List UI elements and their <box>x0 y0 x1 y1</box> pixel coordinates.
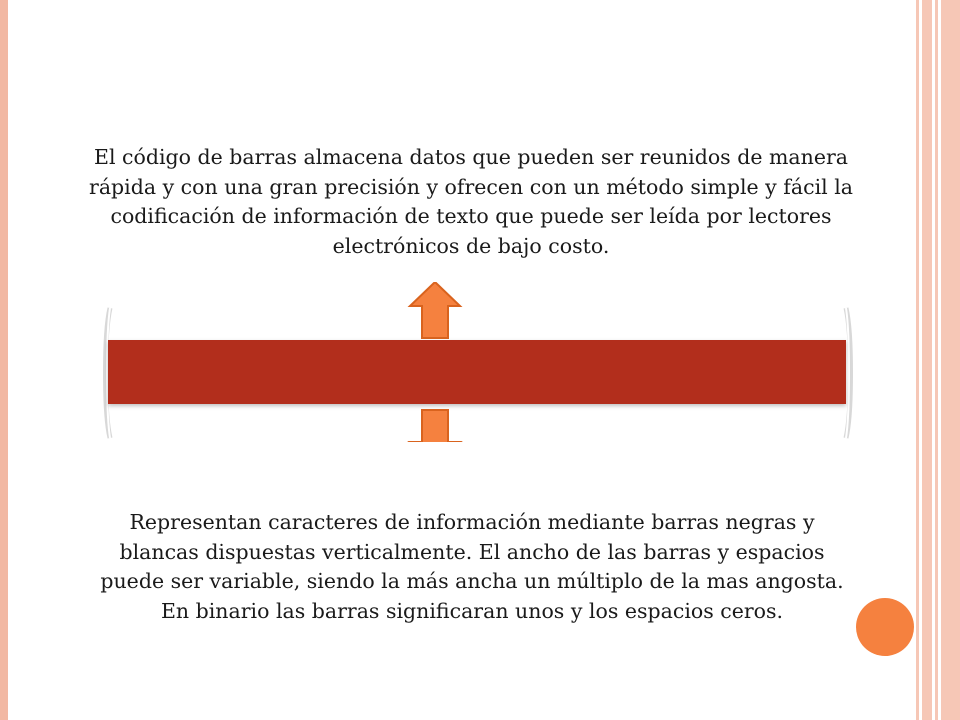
left-border <box>0 0 8 720</box>
right-bracket <box>846 308 851 438</box>
arrow-up-icon <box>410 282 460 338</box>
arrow-down-shape <box>410 410 460 442</box>
stripe <box>916 0 919 720</box>
top-paragraph: El código de barras almacena datos que pueden ser reunidos de manera rápida y con una gran precisión y ofrecen con un método simple y fácil la codificación de información de texto que puede ser leída por lectores electrónicos de bajo costo. <box>89 145 853 258</box>
stripe <box>941 0 960 720</box>
barcode-diagram <box>100 282 860 442</box>
stripe <box>922 0 932 720</box>
bottom-paragraph: Representan caracteres de información mediante barras negras y blancas dispuestas verticalmente. El ancho de las barras y espacios puede ser variable, siendo la más ancha un múltiplo de la mas angosta. En binario las barras significaran unos y los espacios ceros. <box>100 510 844 623</box>
stripe <box>935 0 938 720</box>
barcode-diagram-graphic <box>100 282 860 442</box>
arrow-down-icon <box>410 410 460 442</box>
right-decorative-stripes <box>916 0 960 720</box>
arrow-up-shape <box>410 282 460 338</box>
main-red-bar <box>108 340 846 404</box>
accent-circle <box>856 598 914 656</box>
